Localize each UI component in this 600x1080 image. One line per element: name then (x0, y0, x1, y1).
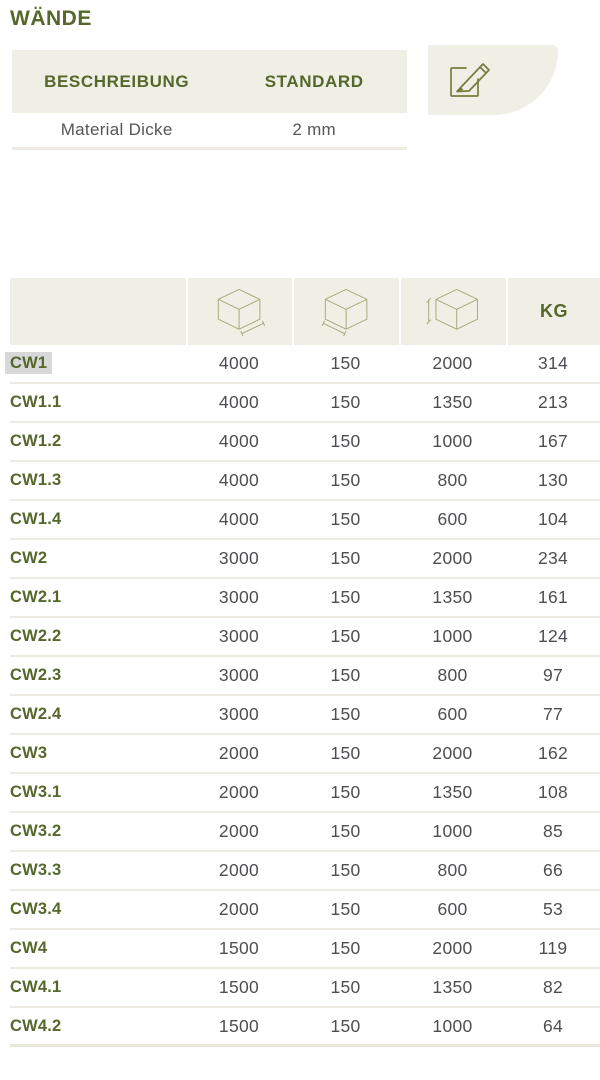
size-table-header (10, 278, 600, 345)
width-value: 150 (330, 743, 361, 763)
length-value: 3000 (218, 626, 260, 646)
height-value: 1350 (432, 392, 473, 412)
kg-value: 213 (537, 392, 569, 412)
width-value: 150 (330, 509, 361, 529)
length-value: 2000 (218, 860, 260, 880)
table-row (10, 384, 600, 423)
length-value: 2000 (218, 821, 260, 841)
table-row (10, 852, 600, 891)
length-value: 2000 (218, 743, 260, 763)
width-value: 150 (330, 548, 361, 568)
table-row (10, 462, 600, 501)
row-label: CW1.4 (10, 510, 62, 528)
table-row (10, 501, 600, 540)
kg-value: 53 (542, 899, 564, 919)
length-value: 4000 (218, 431, 260, 451)
size-table-body (10, 345, 600, 1047)
length-value: 3000 (218, 704, 260, 724)
row-label: CW4.1 (10, 978, 62, 996)
spec-header-beschreibung: BESCHREIBUNG (44, 71, 190, 91)
height-value: 600 (437, 509, 468, 529)
height-value: 600 (437, 899, 468, 919)
kg-value: 97 (542, 665, 564, 685)
row-label: CW2.3 (10, 666, 62, 684)
row-label: CW2 (10, 549, 48, 567)
length-value: 4000 (218, 509, 260, 529)
row-label: CW3 (10, 744, 48, 762)
width-value: 150 (330, 860, 361, 880)
table-row (10, 774, 600, 813)
kg-value: 161 (537, 587, 569, 607)
row-label: CW1 (5, 352, 52, 374)
width-value: 150 (330, 587, 361, 607)
box-width-icon (292, 278, 399, 345)
height-value: 800 (437, 470, 468, 490)
length-value: 4000 (218, 470, 260, 490)
row-label: CW4.2 (10, 1016, 62, 1035)
length-value: 1500 (218, 938, 260, 958)
kg-column-header: KG (506, 278, 600, 345)
width-value: 150 (330, 782, 361, 802)
kg-value: 234 (537, 548, 569, 568)
height-value: 1350 (432, 977, 473, 997)
kg-value: 64 (542, 1015, 564, 1036)
length-value: 3000 (218, 548, 260, 568)
width-value: 150 (330, 977, 361, 997)
kg-value: 104 (537, 509, 569, 529)
box-length-icon (186, 278, 292, 345)
table-row (10, 813, 600, 852)
kg-value: 130 (537, 470, 569, 490)
table-row (10, 540, 600, 579)
row-label: CW4 (10, 939, 48, 957)
length-value: 1500 (218, 1015, 260, 1036)
width-value: 150 (330, 392, 361, 412)
size-table (10, 278, 600, 1047)
spec-table-row (12, 113, 407, 150)
width-value: 150 (330, 665, 361, 685)
kg-value: 77 (542, 704, 564, 724)
kg-value: 82 (542, 977, 564, 997)
table-row (10, 891, 600, 930)
edit-button[interactable] (428, 45, 558, 115)
height-value: 1000 (432, 626, 473, 646)
row-label: CW1.2 (10, 432, 62, 450)
kg-value: 167 (537, 431, 569, 451)
row-label: CW1.1 (10, 393, 62, 411)
kg-value: 85 (542, 821, 564, 841)
table-row (10, 696, 600, 735)
row-label: CW2.2 (10, 627, 62, 645)
kg-value: 66 (542, 860, 564, 880)
height-value: 1350 (432, 587, 473, 607)
height-value: 2000 (432, 743, 473, 763)
length-value: 3000 (218, 587, 260, 607)
height-value: 1000 (432, 821, 473, 841)
row-label: CW2.4 (10, 705, 62, 723)
width-value: 150 (330, 431, 361, 451)
row-label: CW2.1 (10, 588, 62, 606)
row-label: CW3.2 (10, 822, 62, 840)
table-row (10, 735, 600, 774)
page-title: WÄNDE (10, 7, 92, 30)
kg-value: 108 (537, 782, 569, 802)
row-label: CW1.3 (10, 471, 62, 489)
table-row (10, 579, 600, 618)
kg-value: 119 (538, 938, 568, 958)
table-row (10, 345, 600, 384)
height-value: 1000 (432, 1015, 473, 1036)
width-value: 150 (330, 821, 361, 841)
length-value: 2000 (218, 899, 260, 919)
empty-header-cell (10, 278, 186, 345)
table-row (10, 930, 600, 969)
table-row (10, 657, 600, 696)
kg-value: 124 (537, 626, 569, 646)
box-height-icon (399, 278, 506, 345)
height-value: 1350 (432, 782, 473, 802)
table-row (10, 969, 600, 1008)
width-value: 150 (330, 626, 361, 646)
height-value: 2000 (432, 353, 473, 373)
spec-description: Material Dicke (60, 120, 173, 139)
length-value: 1500 (218, 977, 260, 997)
width-value: 150 (330, 353, 361, 373)
table-row (10, 423, 600, 462)
length-value: 4000 (218, 353, 260, 373)
spec-header-standard: STANDARD (264, 71, 364, 91)
kg-value: 162 (537, 743, 569, 763)
width-value: 150 (330, 899, 361, 919)
height-value: 1000 (432, 431, 473, 451)
height-value: 800 (437, 860, 468, 880)
height-value: 600 (437, 704, 468, 724)
length-value: 4000 (218, 392, 260, 412)
length-value: 2000 (218, 782, 260, 802)
kg-value: 314 (537, 353, 569, 373)
table-row (10, 1008, 600, 1047)
width-value: 150 (330, 1015, 361, 1036)
length-value: 3000 (218, 665, 260, 685)
spec-standard-value: 2 mm (292, 120, 337, 139)
width-value: 150 (330, 704, 361, 724)
width-value: 150 (330, 938, 361, 958)
spec-table-header (12, 50, 407, 113)
table-row (10, 618, 600, 657)
row-label: CW3.1 (10, 783, 62, 801)
row-label: CW3.3 (10, 861, 62, 879)
row-label: CW3.4 (10, 900, 62, 918)
width-value: 150 (330, 470, 361, 490)
height-value: 800 (437, 665, 468, 685)
edit-pencil-icon (442, 53, 492, 103)
height-value: 2000 (432, 548, 473, 568)
height-value: 2000 (432, 938, 473, 958)
